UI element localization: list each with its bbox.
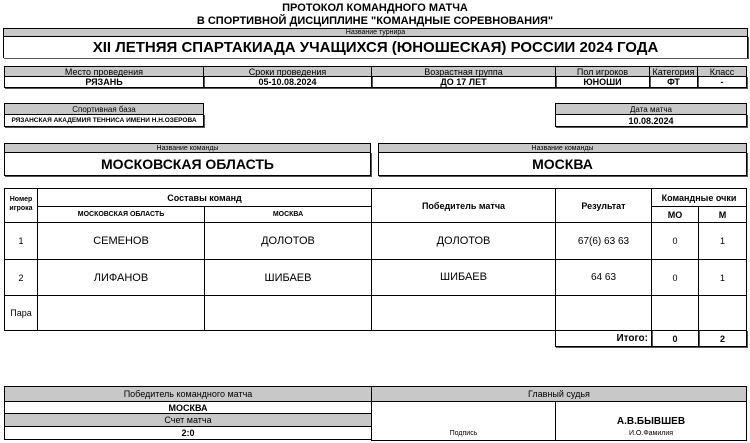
name-format-label: И.О.Фамилия xyxy=(628,430,674,437)
info-value: 05-10.08.2024 xyxy=(203,76,372,88)
points-team1: 0 xyxy=(651,259,699,296)
col-winner-header: Победитель матча xyxy=(371,188,556,223)
col-team1-header: МОСКОВСКАЯ ОБЛАСТЬ xyxy=(37,206,205,223)
referee-label: Главный судья xyxy=(371,386,747,402)
info-label: Место проведения xyxy=(4,66,204,77)
info-value: ЮНОШИ xyxy=(555,76,650,88)
player-team1: СЕМЕНОВ xyxy=(37,222,205,260)
pair-team2 xyxy=(204,295,372,331)
pair-label: Пара xyxy=(4,295,38,331)
pair-points1 xyxy=(651,295,699,331)
pair-team1 xyxy=(37,295,205,331)
team-winner-label: Победитель командного матча xyxy=(4,386,372,402)
points-team1: 0 xyxy=(651,222,699,260)
total-team2: 2 xyxy=(698,330,747,347)
col-result-header: Результат xyxy=(555,188,652,223)
info-value: ДО 17 ЛЕТ xyxy=(371,76,556,88)
team1-label: Название команды xyxy=(4,143,371,153)
col-team2-header: МОСКВА xyxy=(204,206,372,223)
info-label: Сроки проведения xyxy=(203,66,372,77)
pair-winner xyxy=(371,295,556,331)
match-result: 67(6) 63 63 xyxy=(555,222,652,260)
col-number-header: Номер игрока xyxy=(4,188,38,223)
info-value: РЯЗАНЬ xyxy=(4,76,204,88)
team1-name: МОСКОВСКАЯ ОБЛАСТЬ xyxy=(4,152,371,176)
col-rosters-header: Составы команд xyxy=(37,188,372,207)
info-value: ФТ xyxy=(649,76,698,88)
score-label: Счет матча xyxy=(4,413,372,427)
venue-value: РЯЗАНСКАЯ АКАДЕМИЯ ТЕННИСА ИМЕНИ Н.Н.ОЗЕРОВА xyxy=(4,114,204,127)
match-result: 64 63 xyxy=(555,259,652,296)
info-value: - xyxy=(697,76,747,88)
player-team2: ДОЛОТОВ xyxy=(204,222,372,260)
player-team2: ШИБАЕВ xyxy=(204,259,372,296)
team2-name: МОСКВА xyxy=(378,152,747,176)
info-label: Возрастная группа xyxy=(371,66,556,77)
referee-name: А.В.БЫВШЕВ xyxy=(616,415,686,427)
match-date-value: 10.08.2024 xyxy=(555,114,747,127)
row-number: 2 xyxy=(4,259,38,296)
match-score: 2:0 xyxy=(4,426,372,440)
tournament-label: Название турнира xyxy=(3,28,748,37)
row-number: 1 xyxy=(4,222,38,260)
pair-points2 xyxy=(698,295,747,331)
protocol-title: ПРОТОКОЛ КОМАНДНОГО МАТЧА xyxy=(282,1,468,14)
total-team1: 0 xyxy=(651,330,699,347)
col-points-header: Командные очки xyxy=(651,188,747,207)
player-team1: ЛИФАНОВ xyxy=(37,259,205,296)
total-label: Итого: xyxy=(555,330,652,347)
info-label: Категория xyxy=(649,66,698,77)
points-team2: 1 xyxy=(698,259,747,296)
protocol-subtitle: В СПОРТИВНОЙ ДИСЦИПЛИНЕ "КОМАНДНЫЕ СОРЕВНОВАНИЯ" xyxy=(196,14,554,27)
match-winner: ШИБАЕВ xyxy=(371,259,556,296)
pair-result xyxy=(555,295,652,331)
team2-label: Название команды xyxy=(378,143,747,153)
venue-label: Спортивная база xyxy=(4,103,204,115)
col-points-team1: МО xyxy=(651,206,699,223)
info-label: Пол игроков xyxy=(555,66,650,77)
match-date-label: Дата матча xyxy=(555,103,747,115)
team-winner: МОСКВА xyxy=(4,401,372,414)
info-label: Класс xyxy=(697,66,747,77)
points-team2: 1 xyxy=(698,222,747,260)
signature-label: Подпись xyxy=(371,401,556,441)
col-points-team2: М xyxy=(698,206,747,223)
match-winner: ДОЛОТОВ xyxy=(371,222,556,260)
tournament-name: XII ЛЕТНЯЯ СПАРТАКИАДА УЧАЩИХСЯ (ЮНОШЕСКАЯ) РОССИИ 2024 ГОДА xyxy=(3,36,748,58)
